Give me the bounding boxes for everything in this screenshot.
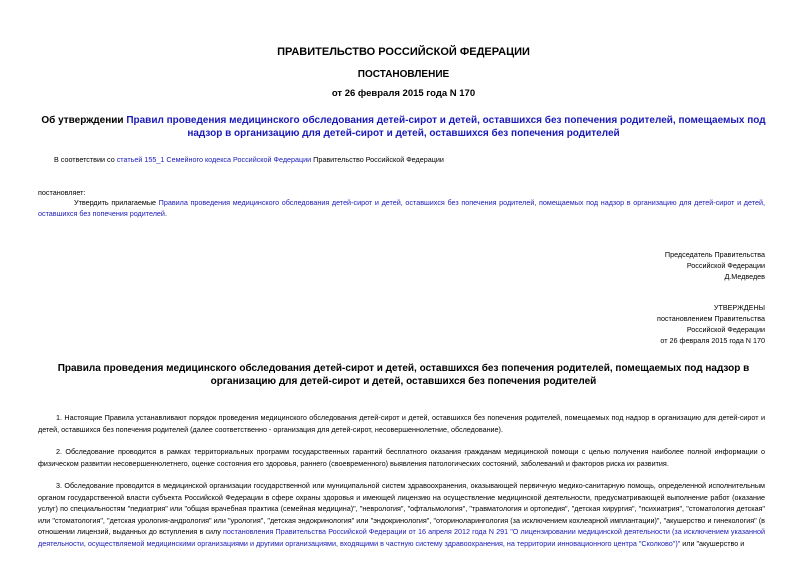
licensing-decree-link[interactable]: постановления Правительства Российской Федерации от 16 апреля 2012 года N 291 "О лицензировании медицинской деятельности (за исключением указанной деятельности, осуществляемой медицинскими организациями и другими организациями, входящими в частную систему здравоохранения, на территории инновационного центра "Сколково")"	[38, 527, 765, 548]
paragraph-1-text: 1. Настоящие Правила устанавливают порядок проведения медицинского обследования детей-сирот и детей, оставшихся без попечения родителей, помещаемых под надзор в организацию для детей-сирот и детей, оставшихся без попечения родителей (далее соответственно - организация для детей-сирот, несовершеннолетние, обследование).	[38, 413, 765, 434]
document-date: от 26 февраля 2015 года N 170	[331, 88, 476, 99]
approved-country: Российской Федерации	[686, 325, 765, 334]
preamble-suffix: Правительство Российской Федерации	[311, 155, 444, 164]
approve-suffix: .	[164, 209, 167, 218]
document-title	[40, 114, 767, 140]
signature-name: Д.Медведев	[724, 272, 765, 281]
family-code-link[interactable]: статьей 155_1 Семейного кодекса Российской Федерации	[116, 155, 312, 164]
approved-label: УТВЕРЖДЕНЫ	[713, 303, 765, 312]
paragraph-3-text: 3. Обследование проводится в медицинской организации государственной или муниципальной систем здравоохранения, оказывающей первичную медико-санитарную помощь, определенной исполнительным органом государственной власти субъекта Российской Федерации в сфере охраны здоровья и имеющей лицензию на осуществление медицинской деятельности, предусматривающей выполнение работ (оказание услуг) по специальностям "педиатрия" или "общая врачебная практика (семейная медицина)", "неврология", "офтальмология", "травматология и ортопедия", "детская хирургия", "психиатрия", "стоматология детская" или "стоматология", "детская урология-андрология" или "урология", "детская эндокринология" или "эндокринология", "оториноларингология (за исключением кохлеарной имплантации)", "акушерство и гинекология" (в отношении лицензий, выданных до вступления в силу	[38, 481, 765, 536]
signature-position: Председатель Правительства	[664, 250, 765, 259]
document-type-heading: ПОСТАНОВЛЕНИЕ	[357, 69, 450, 80]
approved-by: постановлением Правительства	[657, 314, 765, 323]
title-rules-link[interactable]: Правил проведения медицинского обследования детей-сирот и детей, оставшихся без попечения родителей, помещаемых под надзор в организацию для детей-сирот и детей, оставшихся без попечения родителей	[126, 115, 766, 139]
government-heading: ПРАВИТЕЛЬСТВО РОССИЙСКОЙ ФЕДЕРАЦИИ	[277, 46, 530, 58]
paragraph-2-text: 2. Обследование проводится в рамках территориальных программ государственных гарантий бесплатного оказания гражданам медицинской помощи с целью получения наиболее полной информации о физическом развитии несовершеннолетнего, оценке состояния его здоровья, раннего (своевременного) выявления патологических состояний, заболеваний и факторов риска их развития.	[38, 447, 765, 468]
preamble	[54, 154, 777, 165]
resolves-text: постановляет:	[38, 188, 86, 197]
approve-paragraph	[38, 197, 765, 219]
approved-date: от 26 февраля 2015 года N 170	[660, 336, 765, 345]
paragraph-3	[38, 480, 765, 549]
paragraph-2	[38, 446, 765, 469]
approved-rules-link[interactable]: Правила проведения медицинского обследования детей-сирот и детей, оставшихся без попечения родителей, помещаемых под надзор в организацию для детей-сирот и детей, оставшихся без попечения родителей	[38, 198, 765, 218]
signature-country: Российской Федерации	[686, 261, 765, 270]
paragraph-1	[38, 412, 765, 435]
paragraph-3-tail: или "акушерство и	[680, 538, 745, 548]
preamble-prefix: В соответствии со	[54, 155, 117, 164]
title-prefix: Об утверждении	[41, 115, 127, 126]
rules-title: Правила проведения медицинского обследования детей-сирот и детей, оставшихся без попечения родителей, помещаемых под надзор в организацию для детей-сирот и детей, оставшихся без попечения родителей	[57, 363, 750, 387]
approve-prefix: Утвердить прилагаемые	[74, 198, 159, 207]
